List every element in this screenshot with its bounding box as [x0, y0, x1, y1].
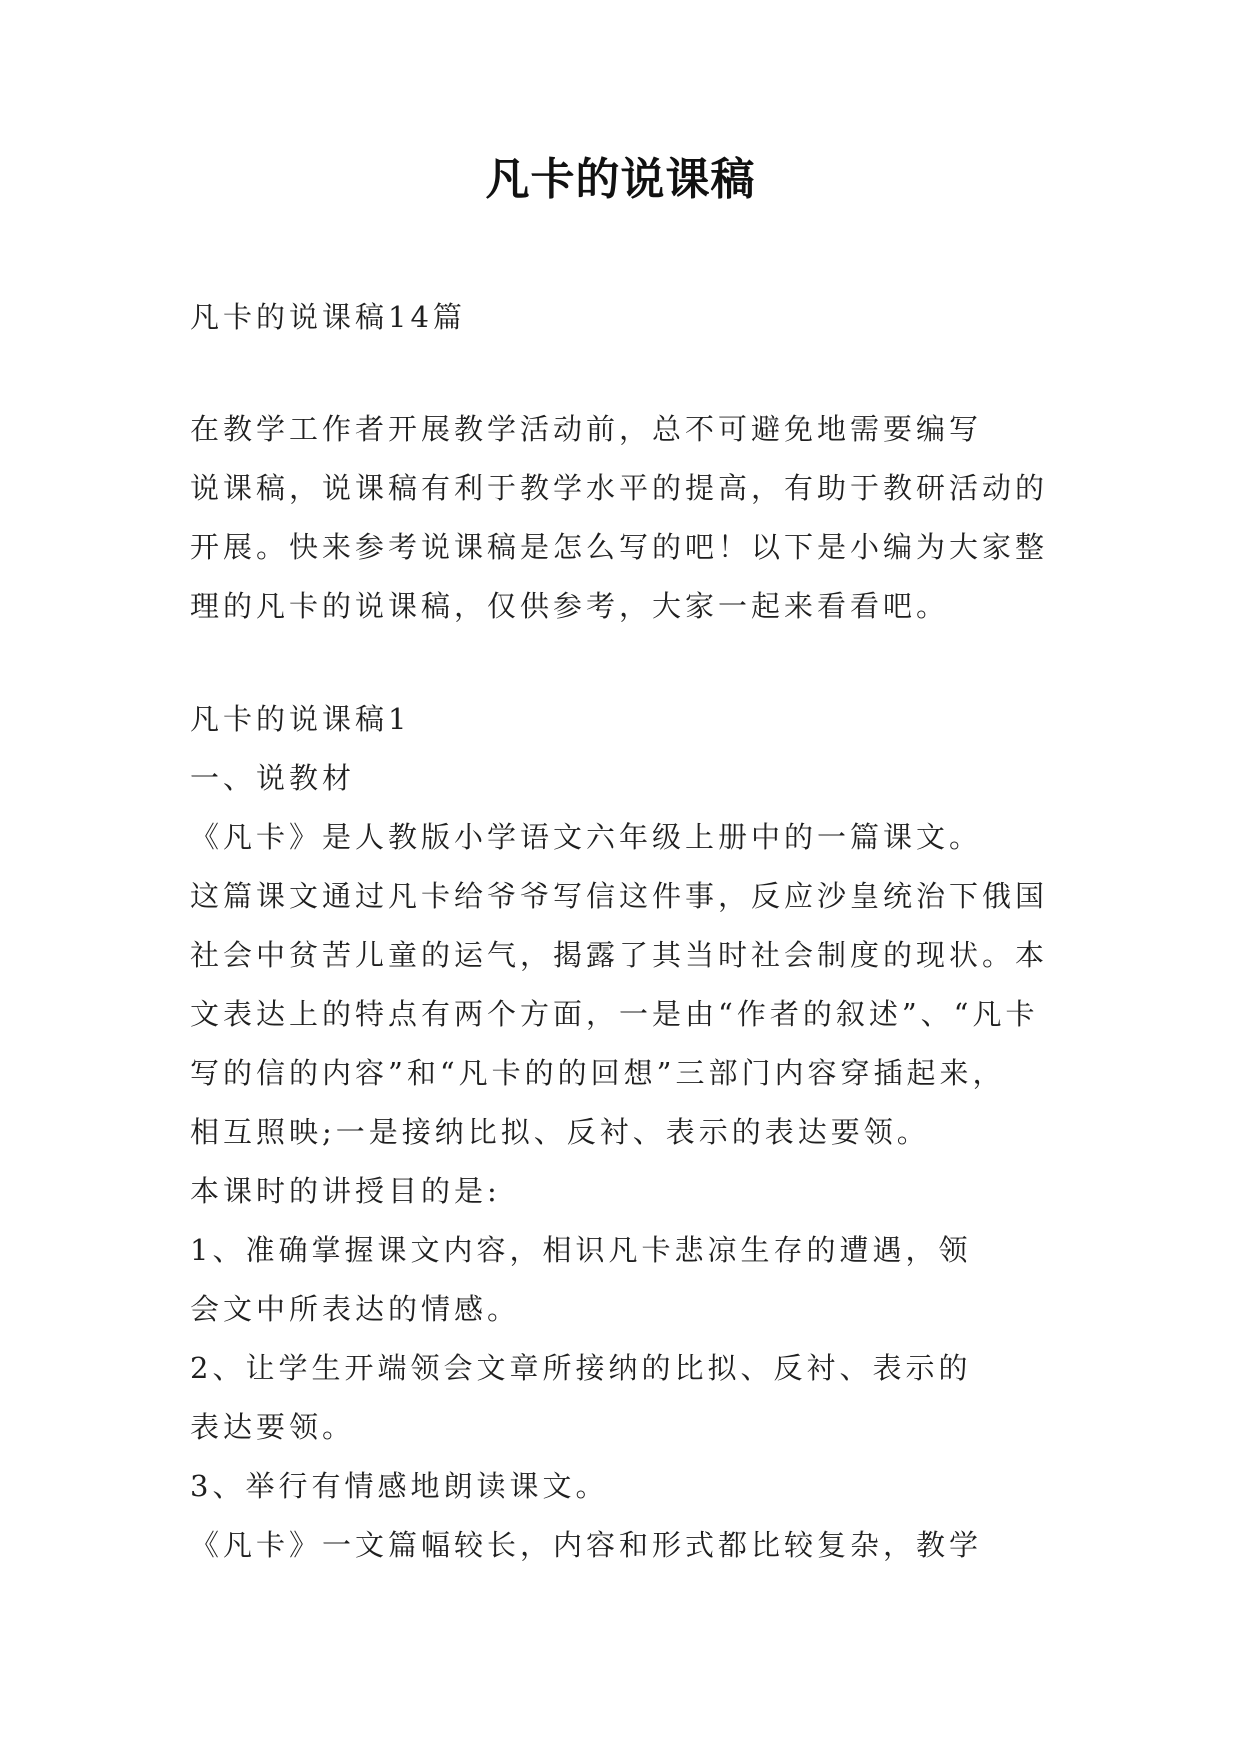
- text-line: 在教学工作者开展教学活动前，总不可避免地需要编写: [190, 412, 983, 446]
- text-line: 本课时的讲授目的是:: [190, 1174, 501, 1208]
- document-title: 凡卡的说课稿: [485, 154, 756, 205]
- text-line: 一、说教材: [190, 761, 356, 795]
- text-line: 表达要领。: [190, 1410, 356, 1444]
- text-line: 写的信的内容”和“凡卡的的回想”三部门内容穿插起来，: [190, 1056, 1006, 1090]
- text-line: 理的凡卡的说课稿，仅供参考，大家一起来看看吧。: [190, 589, 950, 623]
- text-line: 这篇课文通过凡卡给爷爷写信这件事，反应沙皇统治下俄国: [190, 879, 1049, 913]
- intro-paragraph: [190, 400, 1060, 636]
- text-line: 会文中所表达的情感。: [190, 1292, 521, 1326]
- section-heading: 凡卡的说课稿1: [190, 702, 411, 736]
- text-line: 《凡卡》是人教版小学语文六年级上册中的一篇课文。: [190, 820, 983, 854]
- text-line: 开展。快来参考说课稿是怎么写的吧！以下是小编为大家整: [190, 530, 1049, 564]
- section-content: [190, 690, 1060, 1575]
- text-line: 3、举行有情感地朗读课文。: [190, 1469, 609, 1503]
- text-line: 说课稿，说课稿有利于教学水平的提高，有助于教研活动的: [190, 471, 1049, 505]
- text-line: 1、准确掌握课文内容，相识凡卡悲凉生存的遭遇，领: [190, 1233, 972, 1267]
- text-line: 文表达上的特点有两个方面，一是由“作者的叙述”、“凡卡: [190, 997, 1039, 1031]
- text-line: 2、让学生开端领会文章所接纳的比拟、反衬、表示的: [190, 1351, 972, 1385]
- document-subtitle: [190, 288, 1060, 347]
- text-line: 社会中贫苦儿童的运气，揭露了其当时社会制度的现状。本: [190, 938, 1049, 972]
- text-line: 《凡卡》一文篇幅较长，内容和形式都比较复杂，教学: [190, 1528, 983, 1562]
- text-line: 相互照映;一是接纳比拟、反衬、表示的表达要领。: [190, 1115, 930, 1149]
- subtitle-line: 凡卡的说课稿14篇: [190, 300, 466, 334]
